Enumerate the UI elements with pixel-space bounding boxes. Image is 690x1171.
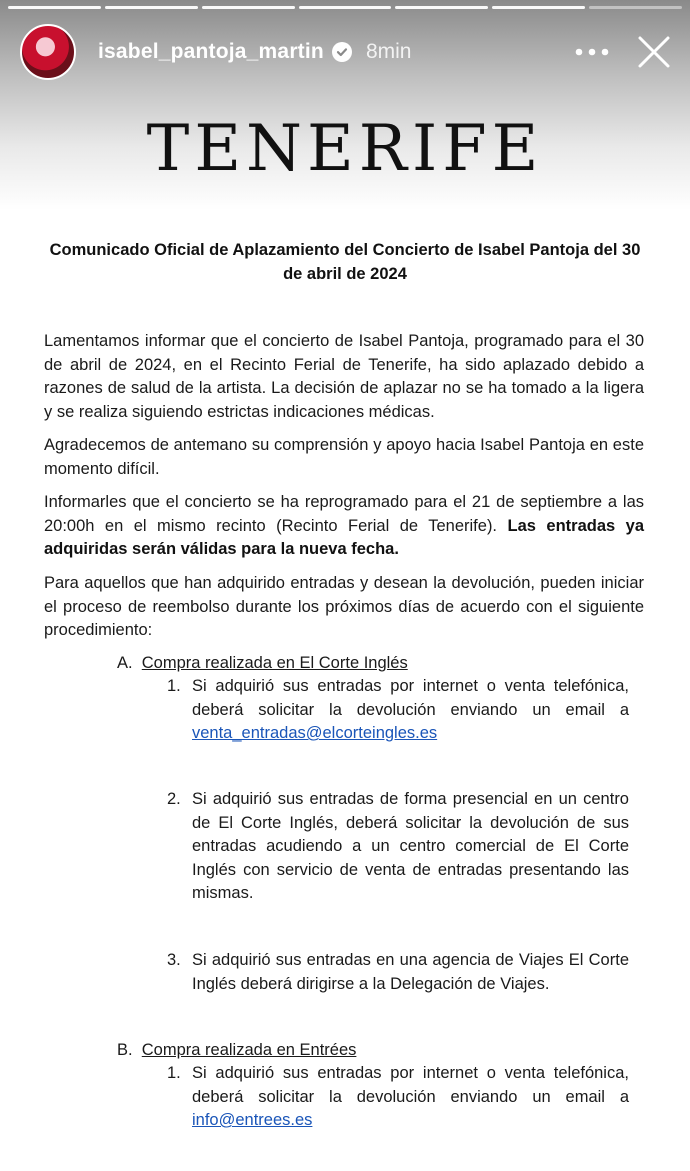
profile-avatar[interactable] bbox=[20, 24, 76, 80]
section-b-item-1-text: Si adquirió sus entradas por internet o venta telefónica, deberá solicitar la devolución enviando un email a bbox=[192, 1064, 629, 1106]
new-date-text: Informarles que el concierto se ha reprogramado para el 21 de septiembre a las 20:00h en el mismo recinto (Recinto Ferial de Tenerife). bbox=[44, 493, 644, 535]
section-b-title: Compra realizada en Entrées bbox=[141, 1041, 357, 1059]
section-a-title: Compra realizada en El Corte Inglés bbox=[141, 654, 408, 672]
elcorteingles-email-link[interactable]: venta_entradas@elcorteingles.es bbox=[192, 724, 438, 742]
story-timestamp: 8min bbox=[365, 40, 412, 63]
more-options-button[interactable] bbox=[572, 32, 612, 72]
paragraph-new-date bbox=[44, 491, 644, 562]
section-a-item-3-number: 3. bbox=[167, 951, 181, 969]
document-heading: Comunicado Oficial de Aplazamiento del Concierto de Isabel Pantoja del 30 de abril de 2024 bbox=[49, 241, 641, 283]
progress-segment bbox=[395, 6, 488, 9]
progress-segment bbox=[492, 6, 585, 9]
close-icon bbox=[637, 35, 671, 69]
story-progress-bar bbox=[8, 6, 682, 9]
section-b-heading bbox=[117, 1039, 356, 1063]
username[interactable]: isabel_pantoja_martin bbox=[98, 40, 324, 63]
section-a-item-3: Si adquirió sus entradas en una agencia de Viajes El Corte Inglés deberá dirigirse a la Delegación de Viajes. bbox=[192, 951, 629, 993]
progress-segment-current bbox=[589, 6, 682, 9]
paragraph-thanks: Agradecemos de antemano su comprensión y apoyo hacia Isabel Pantoja en este momento difícil. bbox=[44, 436, 644, 478]
verified-badge-icon bbox=[332, 42, 352, 62]
progress-segment bbox=[8, 6, 101, 9]
document-title: TENERIFE bbox=[146, 112, 544, 186]
tickets-valid-notice: Las entradas ya adquiridas serán válidas para la nueva fecha. bbox=[44, 516, 644, 558]
entrees-email-link[interactable]: info@entrees.es bbox=[192, 1111, 313, 1129]
section-a-item-1-text: Si adquirió sus entradas por internet o venta telefónica, deberá solicitar la devolución enviando un email a bbox=[192, 677, 629, 719]
section-a-letter: A. bbox=[117, 654, 133, 672]
section-a-item-2: Si adquirió sus entradas de forma presencial en un centro de El Corte Inglés, deberá solicitar la devolución de sus entradas acudiendo a un centro comercial de El Corte Inglés con servicio de venta de entradas presentando las mismas. bbox=[192, 790, 629, 902]
paragraph-refund-intro: Para aquellos que han adquirido entradas y desean la devolución, pueden iniciar el proceso de reembolso durante los próximos días de acuerdo con el siguiente procedimiento: bbox=[44, 574, 644, 639]
section-a-heading bbox=[117, 652, 408, 676]
section-a-item-1 bbox=[192, 675, 629, 746]
more-horizontal-icon bbox=[575, 48, 609, 56]
progress-segment bbox=[202, 6, 295, 9]
progress-segment bbox=[299, 6, 392, 9]
section-b-item-1 bbox=[192, 1062, 629, 1133]
progress-segment bbox=[105, 6, 198, 9]
section-a-item-2-number: 2. bbox=[167, 790, 181, 808]
section-b-item-1-number: 1. bbox=[167, 1064, 181, 1082]
story-header bbox=[20, 24, 674, 80]
close-button[interactable] bbox=[634, 32, 674, 72]
paragraph-postponement: Lamentamos informar que el concierto de Isabel Pantoja, programado para el 30 de abril de 2024, en el Recinto Ferial de Tenerife, ha sido aplazado debido a razones de salud de la artista. La decisión de aplazar no se ha tomado a la ligera y se realiza siguiendo estrictas indicaciones médicas. bbox=[44, 332, 644, 421]
section-b-letter: B. bbox=[117, 1041, 133, 1059]
section-a-item-1-number: 1. bbox=[167, 677, 181, 695]
